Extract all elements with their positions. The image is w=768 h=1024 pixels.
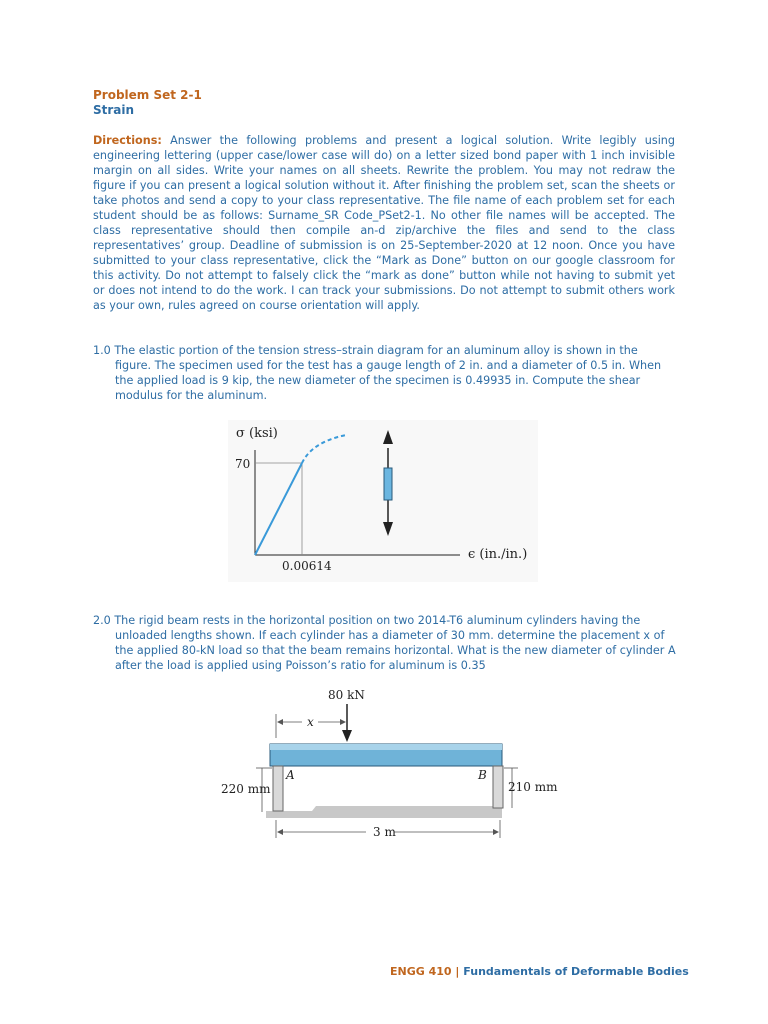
problem-set-header bbox=[93, 88, 202, 118]
directions-label: Directions: bbox=[93, 134, 162, 147]
problem-1-number: 1.0 bbox=[93, 344, 111, 357]
right-length-label: 210 mm bbox=[508, 780, 558, 794]
x-axis-label: ϵ (in./in.) bbox=[468, 547, 528, 562]
support-a-label: A bbox=[286, 768, 295, 782]
course-name: Fundamentals of Deformable Bodies bbox=[463, 965, 689, 978]
problem-1-text: The elastic portion of the tension stress–strain diagram for an aluminum alloy is shown in the figure. The specimen used for the test has a gauge length of 2 in. and a diameter of 0.5 in. When the applied load is 9 kip, the new diameter of the specimen is 0.49935 in. Compute the shear modulus for the aluminum. bbox=[110, 344, 662, 402]
cylinder-b bbox=[493, 766, 503, 808]
left-length-label: 220 mm bbox=[221, 782, 271, 796]
problem-set-title: Problem Set 2-1 bbox=[93, 88, 202, 102]
problem-2-text: The rigid beam rests in the horizontal position on two 2014-T6 aluminum cylinders having the unloaded lengths shown. If each cylinder has a diameter of 30 mm. determine the placement x of the applied 80-kN load so that the beam remains horizontal. What is the new diameter of cylinder A after the load is applied using Poisson’s ratio for aluminum is 0.35 bbox=[110, 614, 676, 672]
stress-value-label: 70 bbox=[235, 457, 251, 471]
cylinder-a bbox=[273, 766, 283, 811]
span-label: 3 m bbox=[373, 825, 396, 839]
directions-paragraph bbox=[93, 133, 675, 313]
load-label: 80 kN bbox=[328, 688, 365, 702]
y-axis-label: σ (ksi) bbox=[236, 426, 278, 441]
problem-2-number: 2.0 bbox=[93, 614, 111, 627]
strain-value-label: 0.00614 bbox=[282, 559, 332, 573]
rigid-beam-figure bbox=[220, 686, 560, 846]
ground-base bbox=[266, 806, 502, 818]
support-b-label: B bbox=[478, 768, 487, 782]
page-footer bbox=[390, 965, 689, 978]
course-code: ENGG 410 bbox=[390, 965, 452, 978]
problem-1 bbox=[93, 343, 677, 403]
problem-set-subtitle: Strain bbox=[93, 103, 135, 117]
footer-separator: | bbox=[455, 965, 460, 978]
stress-strain-figure bbox=[228, 420, 538, 582]
problem-2 bbox=[93, 613, 677, 673]
directions-text: Answer the following problems and present a logical solution. Write legibly using engineering lettering (upper case/lower case will do) on a letter sized bond paper with 1 inch invisible margin on all sides. Write your names on all sheets. Rewrite the problem. You may not redraw the figure if you can present a logical solution without it. After finishing the problem set, scan the sheets or take photos and send a copy to your class representative. The file name of each problem set for each student should be as follows: Surname_SR Code_PSet2-1. No other file names will be accepted. The class representative should then compile an-d zip/archive the files and send to the class representatives’ group. Deadline of submission is on 25-September-2020 at 12 noon. Once you have submitted to your class representative, click the “Mark as Done” button on our google classroom for this activity. Do not attempt to falsely click the “mark as done” button while not having to submit yet or does not intend to do the work. I can track your submissions. Do not attempt to submit others work as your own, rules agreed on course orientation will apply. bbox=[93, 134, 675, 312]
x-label: x bbox=[307, 715, 314, 729]
beam-highlight bbox=[270, 744, 502, 750]
